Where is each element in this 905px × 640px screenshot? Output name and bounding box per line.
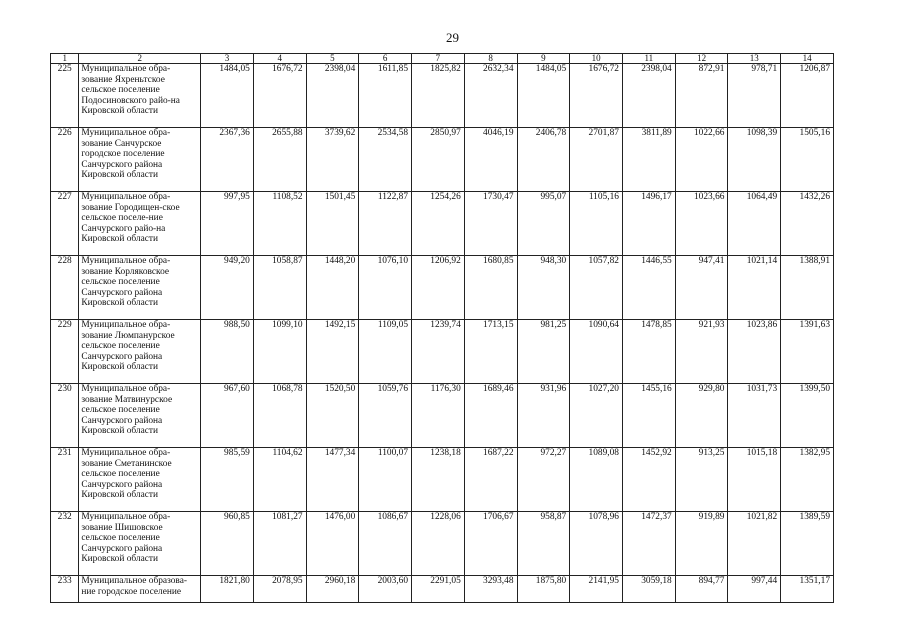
municipality-name-cell: Муниципальное обра-зование Яхреньтское сельское поселение Подосиновского райо-на Кировской области (79, 64, 201, 128)
value-cell: 3293,48 (464, 576, 517, 603)
municipality-name-cell: Муниципальное обра-зование Сметанинское сельское поселение Санчурского района Кировской области (79, 448, 201, 512)
value-cell: 921,93 (675, 320, 728, 384)
row-index-cell: 231 (51, 448, 79, 512)
value-cell: 1015,18 (728, 448, 781, 512)
value-cell: 1098,39 (728, 128, 781, 192)
value-cell: 1452,92 (622, 448, 675, 512)
column-header: 9 (517, 54, 570, 64)
value-cell: 1089,08 (570, 448, 623, 512)
column-header: 4 (253, 54, 306, 64)
value-cell: 1472,37 (622, 512, 675, 576)
value-cell: 2534,58 (359, 128, 412, 192)
value-cell: 1105,16 (570, 192, 623, 256)
row-index-cell: 227 (51, 192, 79, 256)
municipality-name-cell: Муниципальное обра-зование Шишовское сельское поселение Санчурского района Кировской области (79, 512, 201, 576)
table-row (51, 384, 834, 448)
value-cell: 1676,72 (570, 64, 623, 128)
value-cell: 967,60 (201, 384, 254, 448)
value-cell: 1206,92 (412, 256, 465, 320)
value-cell: 995,07 (517, 192, 570, 256)
municipality-name-cell: Муниципальное обра-зование Люмпанурское сельское поселение Санчурского района Кировской области (79, 320, 201, 384)
value-cell: 1023,86 (728, 320, 781, 384)
value-cell: 931,96 (517, 384, 570, 448)
value-cell: 1058,87 (253, 256, 306, 320)
value-cell: 1680,85 (464, 256, 517, 320)
value-cell: 1108,52 (253, 192, 306, 256)
value-cell: 1676,72 (253, 64, 306, 128)
value-cell: 1100,07 (359, 448, 412, 512)
column-header: 5 (306, 54, 359, 64)
value-cell: 1611,85 (359, 64, 412, 128)
value-cell: 2367,36 (201, 128, 254, 192)
value-cell: 1176,30 (412, 384, 465, 448)
value-cell: 1023,66 (675, 192, 728, 256)
value-cell: 949,20 (201, 256, 254, 320)
tariff-table (50, 53, 834, 603)
row-index-cell: 225 (51, 64, 79, 128)
municipality-name-cell: Муниципальное обра-зование Матвинурское сельское поселение Санчурского района Кировской области (79, 384, 201, 448)
value-cell: 1081,27 (253, 512, 306, 576)
value-cell: 2850,97 (412, 128, 465, 192)
column-header: 11 (622, 54, 675, 64)
row-index-cell: 232 (51, 512, 79, 576)
value-cell: 1821,80 (201, 576, 254, 603)
value-cell: 1064,49 (728, 192, 781, 256)
value-cell: 2701,87 (570, 128, 623, 192)
value-cell: 1099,10 (253, 320, 306, 384)
page-number: 29 (446, 30, 459, 45)
table-row (51, 320, 834, 384)
value-cell: 2003,60 (359, 576, 412, 603)
value-cell: 997,44 (728, 576, 781, 603)
value-cell: 2655,88 (253, 128, 306, 192)
value-cell: 1022,66 (675, 128, 728, 192)
value-cell: 1021,14 (728, 256, 781, 320)
value-cell: 872,91 (675, 64, 728, 128)
value-cell: 1477,34 (306, 448, 359, 512)
table-row (51, 64, 834, 128)
value-cell: 2960,18 (306, 576, 359, 603)
value-cell: 960,85 (201, 512, 254, 576)
value-cell: 2291,05 (412, 576, 465, 603)
value-cell: 1109,05 (359, 320, 412, 384)
value-cell: 1484,05 (201, 64, 254, 128)
value-cell: 985,59 (201, 448, 254, 512)
value-cell: 1206,87 (781, 64, 834, 128)
table-row (51, 128, 834, 192)
value-cell: 1076,10 (359, 256, 412, 320)
value-cell: 3811,89 (622, 128, 675, 192)
value-cell: 1228,06 (412, 512, 465, 576)
value-cell: 1496,17 (622, 192, 675, 256)
value-cell: 1090,64 (570, 320, 623, 384)
value-cell: 2398,04 (306, 64, 359, 128)
value-cell: 1238,18 (412, 448, 465, 512)
value-cell: 1484,05 (517, 64, 570, 128)
value-cell: 988,50 (201, 320, 254, 384)
value-cell: 1446,55 (622, 256, 675, 320)
value-cell: 1031,73 (728, 384, 781, 448)
value-cell: 1057,82 (570, 256, 623, 320)
column-header: 13 (728, 54, 781, 64)
value-cell: 1501,45 (306, 192, 359, 256)
value-cell: 1476,00 (306, 512, 359, 576)
row-index-cell: 230 (51, 384, 79, 448)
value-cell: 1687,22 (464, 448, 517, 512)
value-cell: 2078,95 (253, 576, 306, 603)
value-cell: 981,25 (517, 320, 570, 384)
value-cell: 929,80 (675, 384, 728, 448)
value-cell: 1382,95 (781, 448, 834, 512)
value-cell: 1068,78 (253, 384, 306, 448)
value-cell: 1086,67 (359, 512, 412, 576)
value-cell: 1432,26 (781, 192, 834, 256)
table-row (51, 512, 834, 576)
value-cell: 3059,18 (622, 576, 675, 603)
table-row (51, 256, 834, 320)
value-cell: 1078,96 (570, 512, 623, 576)
table-row (51, 576, 834, 603)
value-cell: 1399,50 (781, 384, 834, 448)
value-cell: 2406,78 (517, 128, 570, 192)
column-header: 14 (781, 54, 834, 64)
municipality-name-cell: Муниципальное образова-ние городское поселение (79, 576, 201, 603)
column-number-row (51, 54, 834, 64)
value-cell: 947,41 (675, 256, 728, 320)
value-cell: 1388,91 (781, 256, 834, 320)
value-cell: 1492,15 (306, 320, 359, 384)
value-cell: 913,25 (675, 448, 728, 512)
value-cell: 2632,34 (464, 64, 517, 128)
row-index-cell: 233 (51, 576, 79, 603)
value-cell: 1448,20 (306, 256, 359, 320)
municipality-name-cell: Муниципальное обра-зование Городищен-ское сельское поселе-ние Санчурского райо-на Кировской области (79, 192, 201, 256)
column-header: 2 (79, 54, 201, 64)
value-cell: 1689,46 (464, 384, 517, 448)
value-cell: 1391,63 (781, 320, 834, 384)
value-cell: 1254,26 (412, 192, 465, 256)
value-cell: 1713,15 (464, 320, 517, 384)
value-cell: 3739,62 (306, 128, 359, 192)
column-header: 6 (359, 54, 412, 64)
row-index-cell: 228 (51, 256, 79, 320)
value-cell: 1389,59 (781, 512, 834, 576)
column-header: 10 (570, 54, 623, 64)
value-cell: 2141,95 (570, 576, 623, 603)
column-header: 3 (201, 54, 254, 64)
value-cell: 1104,62 (253, 448, 306, 512)
value-cell: 1021,82 (728, 512, 781, 576)
column-header: 12 (675, 54, 728, 64)
value-cell: 972,27 (517, 448, 570, 512)
value-cell: 997,95 (201, 192, 254, 256)
table-row (51, 192, 834, 256)
municipality-name-cell: Муниципальное обра-зование Корляковское сельское поселение Санчурского района Кировской области (79, 256, 201, 320)
value-cell: 4046,19 (464, 128, 517, 192)
value-cell: 1875,80 (517, 576, 570, 603)
column-header: 7 (412, 54, 465, 64)
value-cell: 1122,87 (359, 192, 412, 256)
row-index-cell: 229 (51, 320, 79, 384)
value-cell: 958,87 (517, 512, 570, 576)
value-cell: 1059,76 (359, 384, 412, 448)
column-header: 1 (51, 54, 79, 64)
value-cell: 1455,16 (622, 384, 675, 448)
municipality-name-cell: Муниципальное обра-зование Санчурское городское поселение Санчурского района Кировской области (79, 128, 201, 192)
value-cell: 894,77 (675, 576, 728, 603)
value-cell: 1520,50 (306, 384, 359, 448)
value-cell: 1478,85 (622, 320, 675, 384)
value-cell: 1027,20 (570, 384, 623, 448)
value-cell: 948,30 (517, 256, 570, 320)
value-cell: 1825,82 (412, 64, 465, 128)
column-header: 8 (464, 54, 517, 64)
value-cell: 2398,04 (622, 64, 675, 128)
value-cell: 1706,67 (464, 512, 517, 576)
value-cell: 1505,16 (781, 128, 834, 192)
value-cell: 1239,74 (412, 320, 465, 384)
table-row (51, 448, 834, 512)
row-index-cell: 226 (51, 128, 79, 192)
value-cell: 978,71 (728, 64, 781, 128)
value-cell: 1351,17 (781, 576, 834, 603)
value-cell: 919,89 (675, 512, 728, 576)
value-cell: 1730,47 (464, 192, 517, 256)
